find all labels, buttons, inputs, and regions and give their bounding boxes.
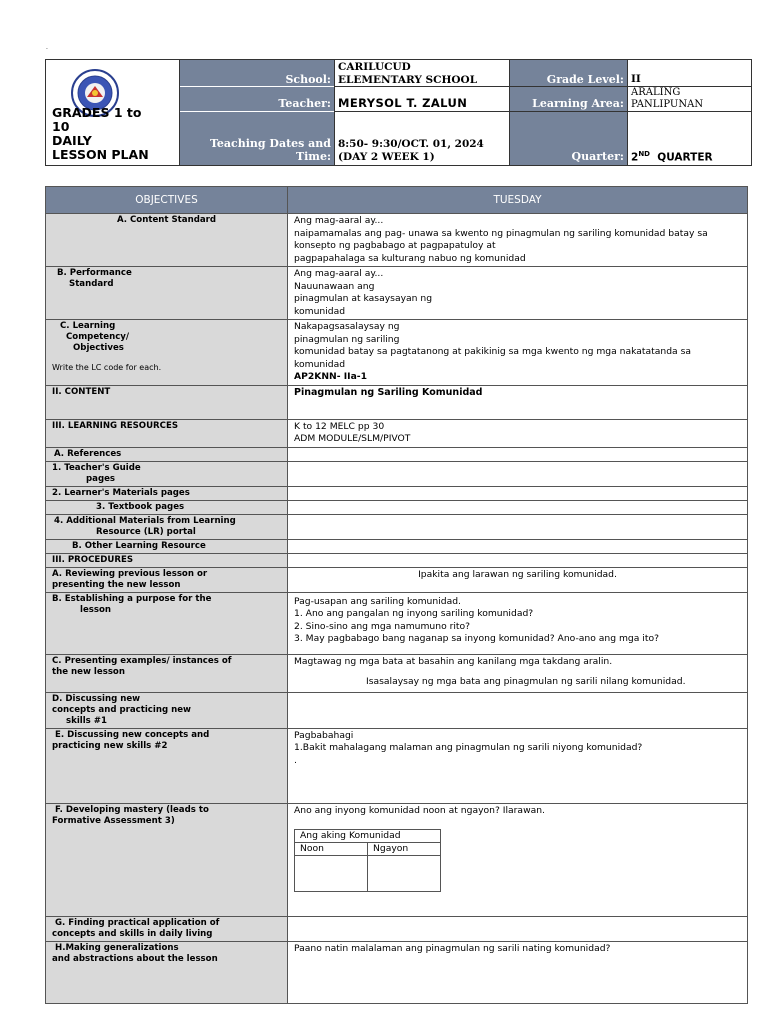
performance-standard-label — [46, 267, 288, 320]
text-line: pinagmulan ng sariling — [294, 333, 400, 345]
text-line: pinagmulan at kasaysayan ng — [294, 293, 433, 304]
lesson-plan-table — [45, 186, 748, 1004]
learning-area-line: PANLIPUNAN — [631, 99, 704, 110]
school-value-line: ELEMENTARY SCHOOL — [338, 74, 478, 86]
community-table-cell — [368, 856, 441, 892]
text-line: Pagbabahagi — [294, 729, 354, 741]
community-table-col-noon: Noon — [295, 843, 368, 856]
community-table — [294, 829, 441, 892]
text-line: naipamamalas ang pag- unawa sa kwento ng pinagmulan ng sariling komunidad batay sa — [294, 227, 708, 239]
label-line: D. Discussing new — [52, 693, 141, 704]
developing-mastery-label — [46, 803, 288, 916]
text-line: 1. Ano ang pangalan ng inyong sariling komunidad? — [294, 608, 534, 619]
learners-materials-label: 2. Learner's Materials pages — [46, 486, 288, 500]
text-line: K to 12 MELC pp 30 — [294, 420, 385, 432]
label-line: C. Presenting examples/ instances of — [52, 655, 232, 666]
learning-area-value — [628, 87, 750, 111]
label-line: Objectives — [73, 343, 124, 353]
table-row — [46, 803, 748, 916]
label-line: H.Making generalizations — [55, 942, 179, 953]
learning-resources-value — [288, 419, 748, 447]
dates-label-line: Time: — [295, 149, 331, 163]
text-line: Isasalaysay ng mga bata ang pinagmulan ng sarili nilang komunidad. — [366, 676, 686, 687]
dates-label — [180, 112, 334, 165]
learning-area-label: Learning Area: — [510, 87, 627, 111]
lesson-plan-header — [45, 59, 752, 166]
establishing-purpose-value — [288, 592, 748, 654]
school-value — [335, 61, 509, 87]
text-line: 3. May pagbabago bang naganap sa inyong komunidad? Ano-ano ang mga ito? — [294, 633, 659, 644]
label-line: Resource (LR) portal — [96, 526, 196, 537]
dates-value-line: (DAY 2 WEEK 1) — [338, 150, 435, 163]
header-divider — [334, 86, 751, 87]
text-line: Nakapagsasalaysay ng — [294, 321, 400, 332]
learning-competency-label — [46, 320, 288, 386]
title-line: DAILY — [52, 133, 92, 148]
table-row — [46, 539, 748, 553]
table-row — [46, 486, 748, 500]
table-row — [46, 692, 748, 728]
performance-standard-value — [288, 267, 748, 320]
text-line: ADM MODULE/SLM/PIVOT — [294, 433, 411, 444]
text-line: komunidad — [294, 358, 346, 370]
header-logo-cell — [46, 60, 180, 165]
developing-mastery-value — [288, 803, 748, 916]
content-standard-label: A. Content Standard — [46, 214, 288, 267]
text-line: Nauunawaan ang — [294, 280, 375, 292]
references-value — [288, 447, 748, 461]
content-value: Pinagmulan ng Sariling Komunidad — [288, 385, 748, 419]
content-label: II. CONTENT — [46, 385, 288, 419]
content-standard-value — [288, 214, 748, 267]
lesson-plan-title — [52, 106, 149, 162]
quarter-number: 2 — [631, 151, 639, 164]
day-column-header: TUESDAY — [288, 187, 748, 214]
community-table-header-row — [295, 843, 441, 856]
presenting-examples-label — [46, 654, 288, 692]
text-line: konsepto ng pagbabago at pagpapatuloy at — [294, 240, 496, 251]
table-row — [46, 553, 748, 567]
stray-dot: . — [46, 44, 48, 51]
title-line: LESSON PLAN — [52, 147, 149, 162]
label-line: E. Discussing new concepts and — [55, 729, 210, 740]
community-table-cell — [295, 856, 368, 892]
school-label: School: — [180, 60, 334, 86]
reviewing-lesson-label — [46, 567, 288, 592]
label-line: and abstractions about the lesson — [52, 953, 218, 964]
school-value-line: CARILUCUD — [338, 61, 411, 73]
text-line: Ang mag-aaral ay... — [294, 268, 384, 279]
text-line: Ang mag-aaral ay... — [294, 215, 384, 226]
text-line: Magtawag ng mga bata at basahin ang kanilang mga takdang aralin. — [294, 655, 613, 667]
text-line: Pag-usapan ang sariling komunidad. — [294, 595, 461, 607]
header-divider — [334, 60, 335, 165]
label-line: presenting the new lesson — [52, 579, 181, 590]
label-line: B. Establishing a purpose for the — [52, 593, 212, 604]
table-row — [46, 916, 748, 941]
label-line: G. Finding practical application of — [55, 917, 220, 928]
label-line: B. Performance — [57, 268, 132, 278]
grade-level-value: II — [631, 73, 641, 85]
learning-resources-label: III. LEARNING RESOURCES — [46, 419, 288, 447]
table-row — [46, 320, 748, 386]
label-line: A. Reviewing previous lesson or — [52, 568, 208, 579]
text-line: 2. Sino-sino ang mga namumuno rito? — [294, 620, 471, 632]
table-row — [46, 267, 748, 320]
textbook-pages-value — [288, 500, 748, 514]
label-line: 4. Additional Materials from Learning — [54, 515, 236, 526]
community-table-title: Ang aking Komunidad — [295, 830, 441, 843]
label-line: Formative Assessment 3) — [52, 815, 175, 826]
table-row — [46, 592, 748, 654]
learners-materials-value — [288, 486, 748, 500]
dates-label-line: Teaching Dates and — [209, 137, 331, 150]
discussing-skills-1-value — [288, 692, 748, 728]
objectives-column-header: OBJECTIVES — [46, 187, 288, 214]
procedures-label: III. PROCEDURES — [46, 553, 288, 567]
other-resource-label: B. Other Learning Resource — [46, 539, 288, 553]
text-line: 1.Bakit mahalagang malaman ang pinagmulan ng sarili niyong komunidad? — [294, 742, 643, 753]
label-line: C. Learning — [60, 321, 116, 331]
label-line: concepts and skills in daily living — [52, 928, 213, 939]
table-row — [46, 385, 748, 419]
dates-value — [335, 138, 509, 163]
additional-materials-value — [288, 514, 748, 539]
learning-competency-value — [288, 320, 748, 386]
discussing-skills-2-label — [46, 728, 288, 803]
text-line: komunidad — [294, 305, 346, 317]
teacher-value: MERYSOL T. ZALUN — [338, 96, 468, 110]
quarter-word: QUARTER — [649, 151, 713, 164]
table-row — [46, 654, 748, 692]
table-row — [46, 514, 748, 539]
table-header-row — [46, 187, 748, 214]
practical-application-value — [288, 916, 748, 941]
discussing-skills-2-value — [288, 728, 748, 803]
table-row — [46, 728, 748, 803]
textbook-pages-label: 3. Textbook pages — [46, 500, 288, 514]
presenting-examples-value — [288, 654, 748, 692]
discussing-skills-1-label — [46, 692, 288, 728]
community-table-body-row — [295, 856, 441, 892]
label-line: 1. Teacher's Guide — [52, 462, 141, 473]
table-row — [46, 941, 748, 1003]
label-line: practicing new skills #2 — [52, 740, 168, 751]
table-row — [46, 419, 748, 447]
text-line: Ano ang inyong komunidad noon at ngayon? Ilarawan. — [294, 804, 545, 816]
other-resource-value — [288, 539, 748, 553]
community-table-title-row — [295, 830, 441, 843]
establishing-purpose-label — [46, 592, 288, 654]
label-line: lesson — [80, 604, 112, 615]
generalizations-label — [46, 941, 288, 1003]
quarter-suffix: ND — [638, 150, 650, 158]
table-row — [46, 500, 748, 514]
procedures-value — [288, 553, 748, 567]
label-line: Competency/ — [66, 332, 130, 342]
additional-materials-label — [46, 514, 288, 539]
title-line: GRADES 1 to — [52, 105, 142, 120]
quarter-label: Quarter: — [510, 112, 627, 165]
practical-application-label — [46, 916, 288, 941]
label-line: the new lesson — [52, 666, 125, 677]
table-row — [46, 461, 748, 486]
generalizations-value: Paano natin malalaman ang pinagmulan ng sarili nating komunidad? — [288, 941, 748, 1003]
teacher-label: Teacher: — [180, 87, 334, 111]
lc-code-note: Write the LC code for each. — [52, 363, 162, 372]
header-divider — [509, 60, 510, 165]
label-line: F. Developing mastery (leads to — [55, 804, 209, 815]
references-label: A. References — [46, 447, 288, 461]
dates-value-line: 8:50- 9:30/OCT. 01, 2024 — [338, 138, 484, 150]
reviewing-lesson-value: Ipakita ang larawan ng sariling komunidad. — [288, 567, 748, 592]
teachers-guide-label — [46, 461, 288, 486]
label-line: skills #1 — [66, 715, 107, 726]
text-line: pagpapahalaga sa kulturang nabuo ng komunidad — [294, 252, 526, 264]
table-row — [46, 567, 748, 592]
lc-code: AP2KNN- IIa-1 — [294, 371, 367, 382]
quarter-value — [628, 150, 750, 164]
text-line: komunidad batay sa pagtatanong at pakikinig sa mga kwento ng mga nakatatanda sa — [294, 346, 691, 357]
table-row — [46, 447, 748, 461]
grade-level-label: Grade Level: — [510, 60, 627, 86]
header-divider — [334, 111, 751, 112]
table-row — [46, 214, 748, 267]
label-line: pages — [86, 473, 116, 484]
teachers-guide-value — [288, 461, 748, 486]
label-line: Standard — [69, 279, 114, 289]
title-line: 10 — [52, 119, 70, 134]
community-table-col-ngayon: Ngayon — [368, 843, 441, 856]
header-divider — [627, 60, 628, 165]
label-line: concepts and practicing new — [52, 704, 191, 715]
learning-area-line: ARALING — [631, 87, 681, 98]
text-line: . — [294, 754, 297, 766]
